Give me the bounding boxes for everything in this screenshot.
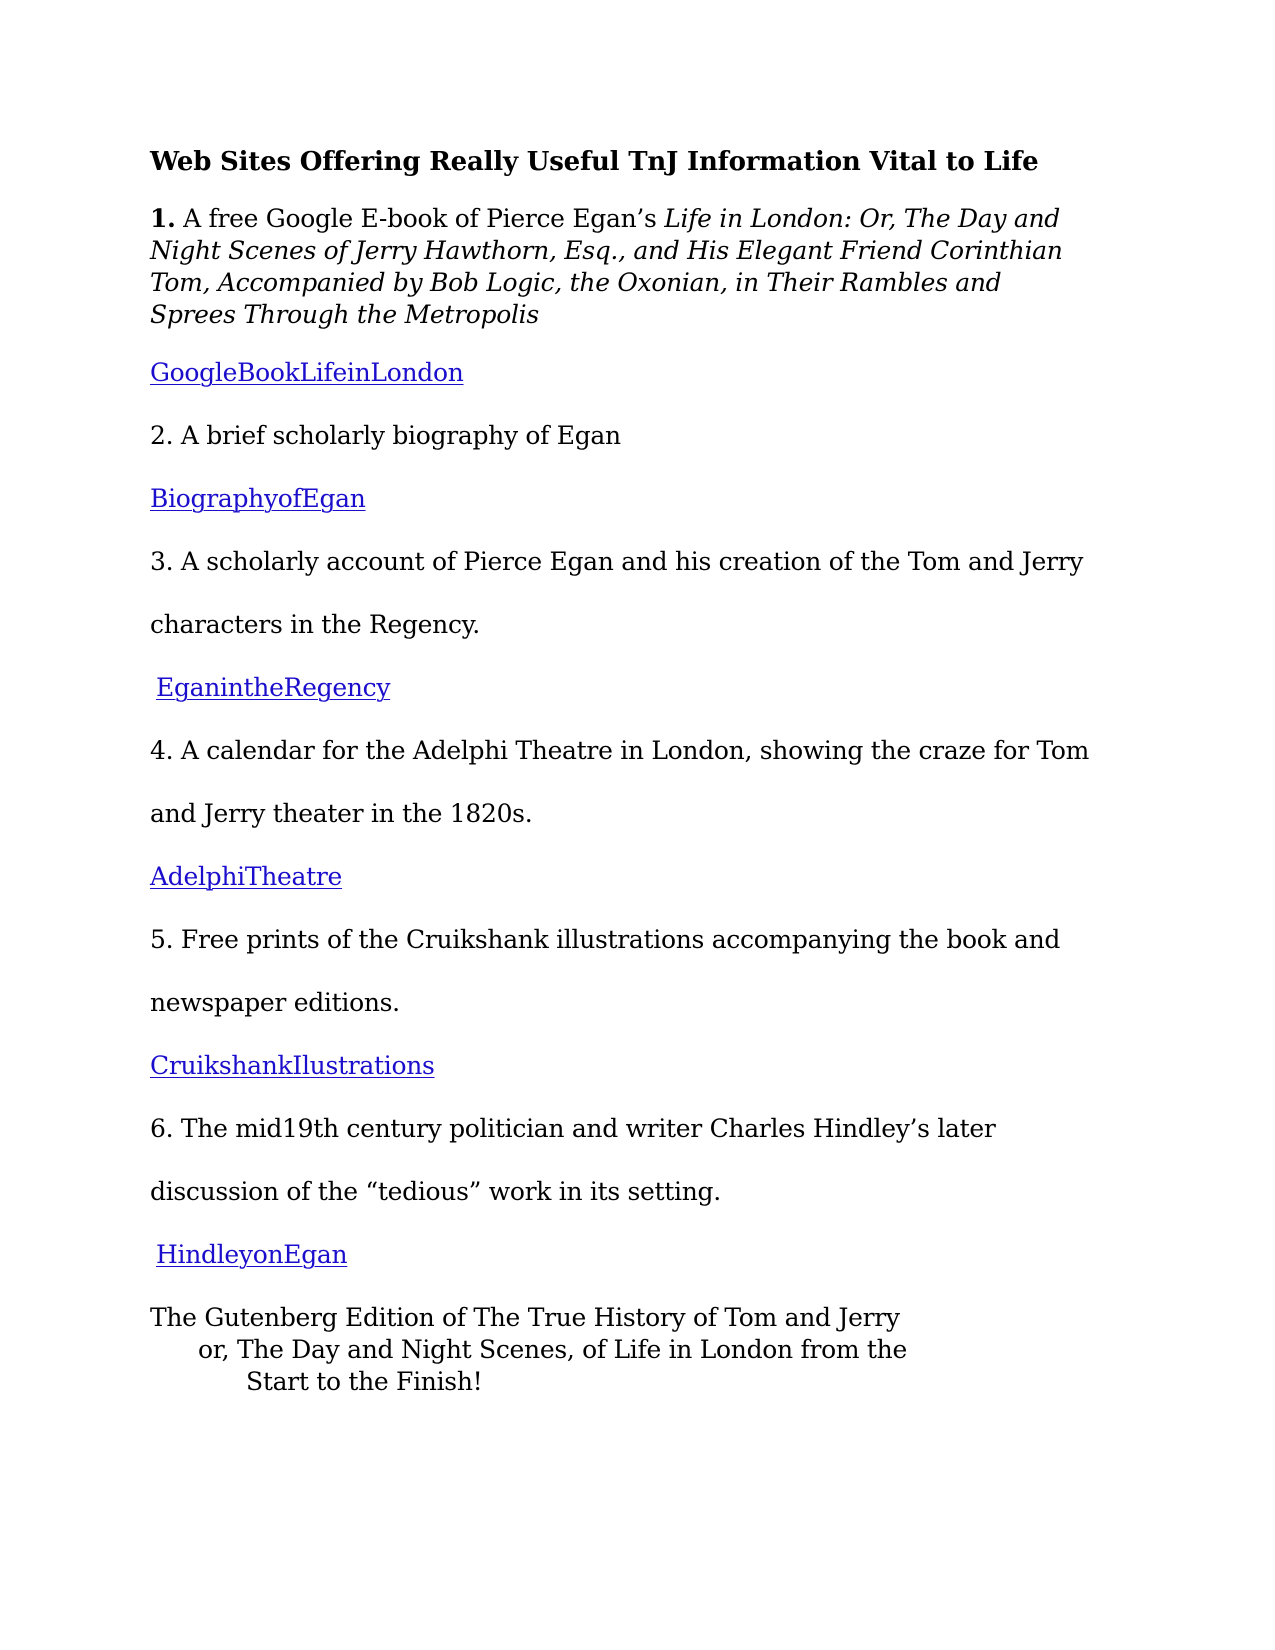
item-5-text-line-2: newspaper editions. — [150, 988, 400, 1017]
item-6-text-line-2: discussion of the “tedious” work in its setting. — [150, 1177, 721, 1206]
gutenberg-line-1: The Gutenberg Edition of The True History of Tom and Jerry — [150, 1303, 900, 1332]
page-title: Web Sites Offering Really Useful TnJ Information Vital to Life — [150, 147, 1039, 177]
item-1-number: 1. — [150, 204, 176, 233]
item-1-book-title-line-4: Sprees Through the Metropolis — [150, 300, 539, 329]
item-1-book-title-line-2: Night Scenes of Jerry Hawthorn, Esq., and His Elegant Friend Corinthian — [150, 236, 1063, 265]
item-1-lead-text: A free Google E-book of Pierce Egan’s — [175, 204, 665, 233]
gutenberg-line-3: Start to the Finish! — [246, 1367, 483, 1396]
item-4-text-line-2: and Jerry theater in the 1820s. — [150, 799, 533, 828]
item-1-book-title-line-3: Tom, Accompanied by Bob Logic, the Oxonian, in Their Rambles and — [150, 268, 1002, 297]
google-book-link[interactable]: GoogleBookLifeinLondon — [150, 358, 464, 387]
gutenberg-line-2: or, The Day and Night Scenes, of Life in London from the — [198, 1335, 907, 1364]
adelphi-theatre-link[interactable]: AdelphiTheatre — [150, 862, 343, 891]
egan-regency-link[interactable]: EganintheRegency — [156, 673, 391, 702]
item-6-text-line-1: 6. The mid19th century politician and writer Charles Hindley’s later — [150, 1114, 996, 1143]
item-5-text-line-1: 5. Free prints of the Cruikshank illustrations accompanying the book and — [150, 925, 1061, 954]
item-2-text: 2. A brief scholarly biography of Egan — [150, 421, 621, 450]
item-4-text-line-1: 4. A calendar for the Adelphi Theatre in London, showing the craze for Tom — [150, 736, 1090, 765]
cruikshank-link[interactable]: CruikshankIlustrations — [150, 1051, 435, 1080]
hindley-link[interactable]: HindleyonEgan — [156, 1240, 348, 1269]
item-1-first-line — [150, 203, 1060, 235]
item-3-text-line-1: 3. A scholarly account of Pierce Egan and his creation of the Tom and Jerry — [150, 547, 1084, 576]
item-3-text-line-2: characters in the Regency. — [150, 610, 480, 639]
item-1-book-title-line-1: Life in London: Or, The Day and — [664, 204, 1060, 233]
biography-link[interactable]: BiographyofEgan — [150, 484, 366, 513]
